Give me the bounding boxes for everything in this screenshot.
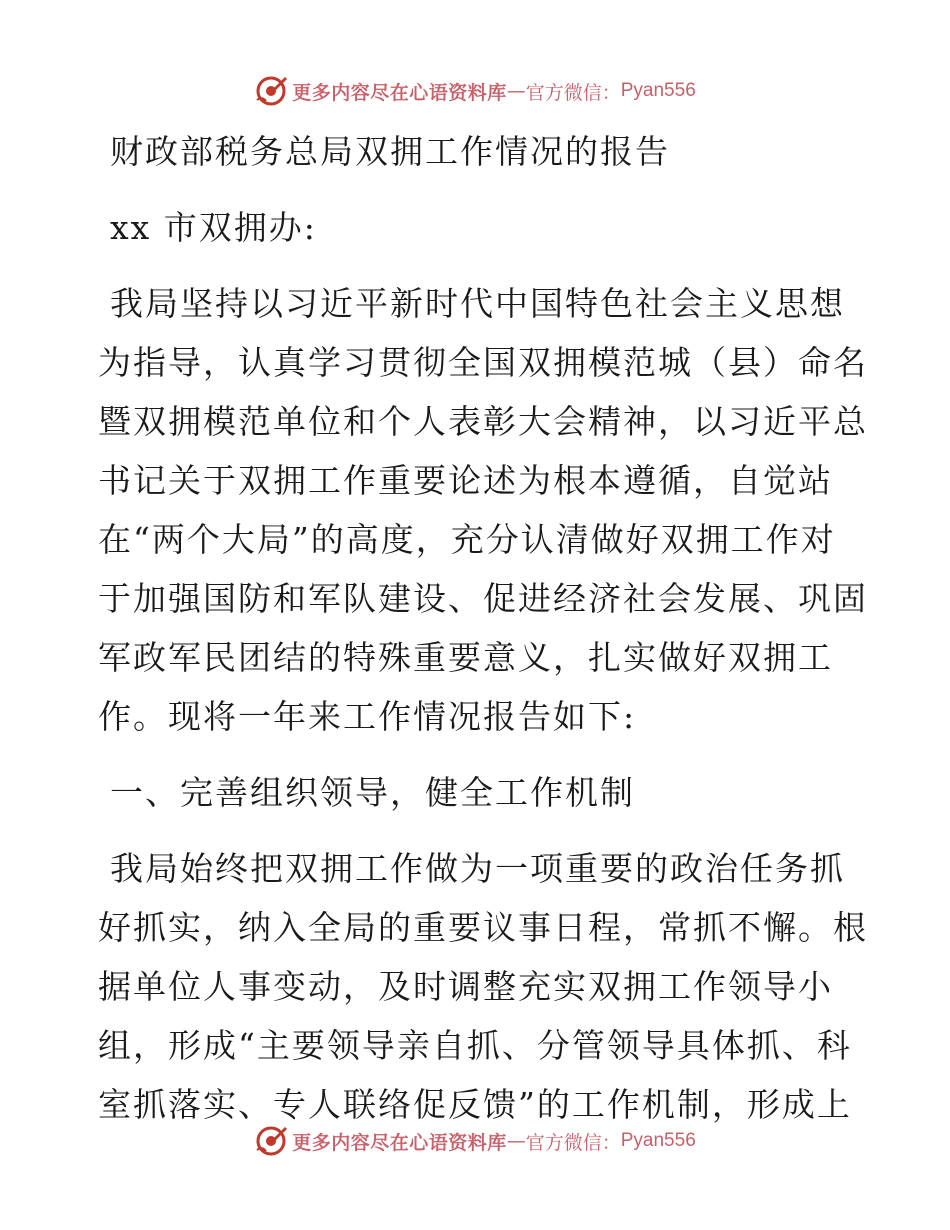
watermark-wechat-label: 官方微信：	[525, 81, 621, 104]
paragraph-line: 军政军民团结的特殊重要意义，扎实做好双拥工	[98, 638, 833, 677]
paragraph-line: 好抓实，纳入全局的重要议事日程，常抓不懈。根	[98, 908, 868, 947]
watermark-dash: —	[506, 80, 526, 102]
document-body	[98, 122, 868, 1134]
paragraph-line: 作。现将一年来工作情况报告如下:	[98, 697, 637, 736]
paragraph-line: 我局坚持以习近平新时代中国特色社会主义思想	[110, 284, 845, 323]
watermark-site-text: 更多内容尽在心语资料库	[292, 81, 507, 104]
paragraph-line: 书记关于双拥工作重要论述为根本遵循，自觉站	[98, 461, 833, 500]
pen-logo-icon	[254, 1124, 288, 1158]
watermark-site-text: 更多内容尽在心语资料库	[292, 1131, 507, 1154]
paragraph-line: 室抓落实、专人联络促反馈”的工作机制，形成上	[98, 1085, 852, 1124]
paragraph-line: 暨双拥模范单位和个人表彰大会精神，以习近平总	[98, 402, 868, 441]
paragraph-line: 于加强国防和军队建设、促进经济社会发展、巩固	[98, 579, 868, 618]
document-salutation: xx 市双拥办:	[110, 208, 317, 247]
paragraph-line: 组，形成“主要领导亲自抓、分管领导具体抓、科	[98, 1026, 852, 1065]
paragraph-line: 我局始终把双拥工作做为一项重要的政治任务抓	[110, 849, 845, 888]
paragraph-line: 为指导，认真学习贯彻全国双拥模范城（县）命名	[98, 343, 868, 382]
header-watermark-banner	[0, 71, 950, 111]
pen-logo-icon	[254, 74, 288, 108]
paragraph-2	[98, 839, 868, 1134]
watermark-wechat-id: Pyan556	[620, 1130, 696, 1151]
paragraph-line: 据单位人事变动，及时调整充实双拥工作领导小	[98, 967, 833, 1006]
document-title: 财政部税务总局双拥工作情况的报告	[110, 132, 670, 171]
paragraph-line: 在“两个大局”的高度，充分认清做好双拥工作对	[98, 520, 836, 559]
footer-watermark-banner	[0, 1121, 950, 1161]
paragraph-1	[98, 274, 868, 746]
watermark-wechat-id: Pyan556	[620, 80, 696, 101]
watermark-wechat-label: 官方微信：	[525, 1131, 621, 1154]
watermark-dash: —	[506, 1130, 526, 1152]
section-heading: 一、完善组织领导，健全工作机制	[110, 773, 635, 812]
